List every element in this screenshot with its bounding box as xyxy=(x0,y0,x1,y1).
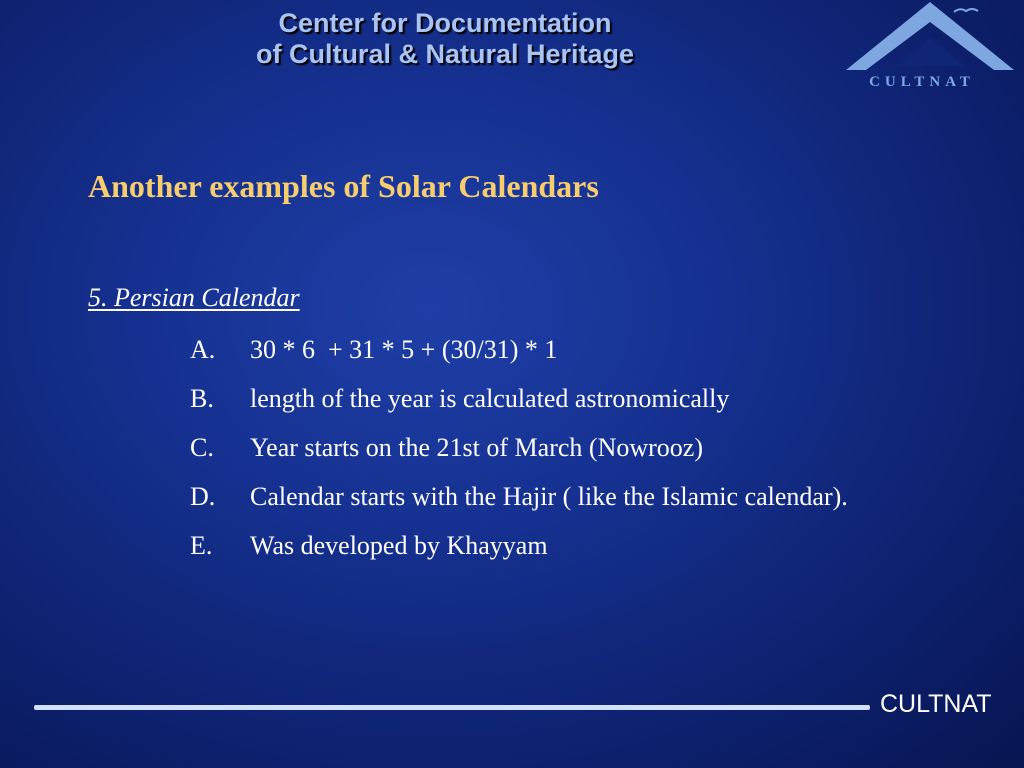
list-item-marker: B. xyxy=(190,384,214,413)
footer-divider xyxy=(34,705,870,710)
org-header-line-1: Center for Documentation xyxy=(278,8,612,38)
section-heading: 5. Persian Calendar xyxy=(88,283,300,312)
list-item-text: Year starts on the 21st of March (Nowrooz) xyxy=(250,433,703,462)
list-item-marker: D. xyxy=(190,482,216,511)
list-item-marker: A. xyxy=(190,335,216,364)
calendar-facts-list xyxy=(190,330,910,575)
list-item xyxy=(190,428,910,468)
cultnat-logo xyxy=(836,0,1024,100)
list-item-text: length of the year is calculated astronomically xyxy=(250,384,730,413)
list-item-text: Calendar starts with the Hajir ( like the Islamic calendar). xyxy=(250,482,848,511)
footer-label: CULTNAT xyxy=(880,690,992,718)
list-item-marker: C. xyxy=(190,433,214,462)
org-header xyxy=(0,8,890,70)
list-item xyxy=(190,526,910,566)
logo-wordmark: CULTNAT xyxy=(869,74,975,90)
list-item-text: 30 * 6 + 31 * 5 + (30/31) * 1 xyxy=(250,335,558,364)
list-item xyxy=(190,330,910,370)
list-item-text: Was developed by Khayyam xyxy=(250,531,548,560)
org-header-line-2: of Cultural & Natural Heritage xyxy=(255,39,635,69)
list-item xyxy=(190,379,910,419)
list-item xyxy=(190,477,910,517)
list-item-marker: E. xyxy=(190,531,213,560)
slide-title: Another examples of Solar Calendars xyxy=(88,168,599,204)
